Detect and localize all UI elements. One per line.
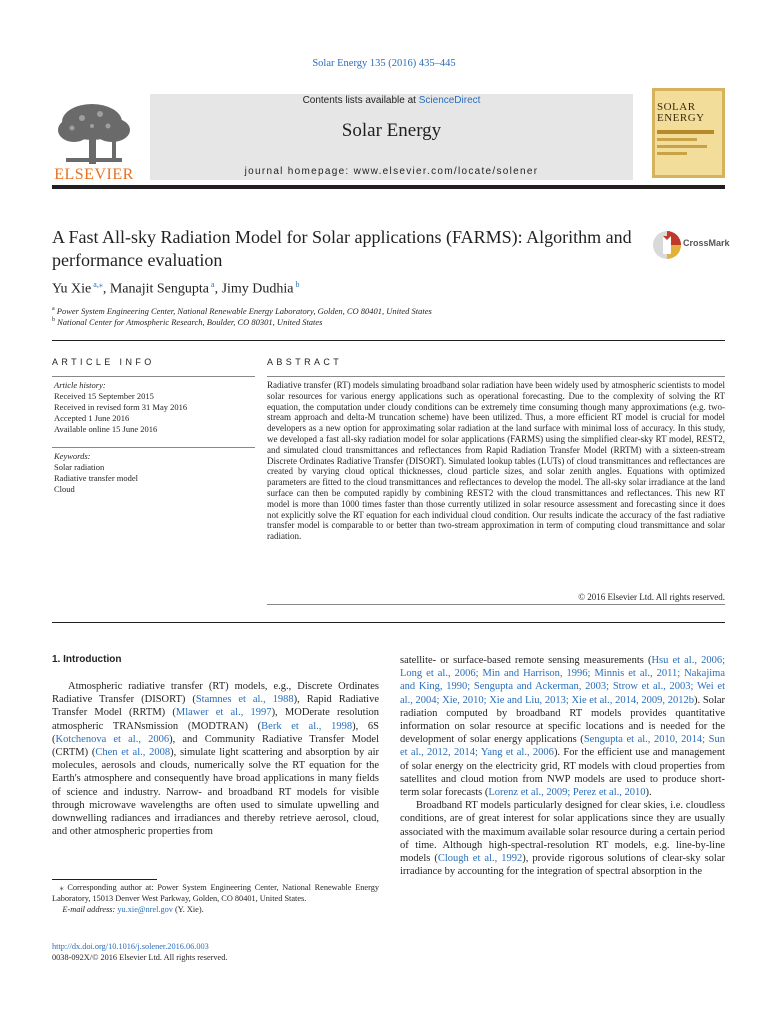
author-name: Manajit Sengupta (109, 281, 209, 297)
journal-homepage[interactable]: journal homepage: www.elsevier.com/locate/solener (244, 166, 539, 177)
body-column-left (52, 680, 379, 838)
citation-link[interactable]: Sengupta et al., 2010, 2014; Sun et al., 2012, 2014; Yang et al., 2006 (400, 734, 725, 759)
header-rule (52, 185, 725, 189)
author-affiliation-marker[interactable]: a (209, 280, 215, 289)
history-revised: Received in revised form 31 May 2016 (54, 402, 188, 412)
affiliation-b (52, 317, 323, 327)
abstract-text: Radiative transfer (RT) models simulating broadband solar radiation have been widely used by atmospheric scientists to model solar resources for various energy applications such as operational forecasting. Due to the complexity of solving the RT equation, the computation under cloudy conditions can be extremely time consuming though many approximations (e.g. two-stream approach and delta-M truncation scheme) have been utilized. Thus, a more efficient RT model is crucial for model developers as a new option for approximating solar radiation at the land surface with minimal loss of accuracy. In this study, we developed a fast all-sky radiation model for solar applications (FARMS) using the simplified clear-sky RT model, REST2, and simulated cloud transmittances and reflectances from Rapid Radiation Transfer Model (RRTM) with a sixteen-stream Discrete Ordinates Radiative Transfer (DISORT). Simulated lookup tables (LUTs) of cloud transmittances and reflectances are created by varying cloud optical thicknesses, cloud particle sizes, and solar zenith angles. Equations with optimized parameters are fitted to the cloud transmittances and reflectances to develop the model. The all-sky solar irradiance at the land surface can then be computed rapidly by combining REST2 with the cloud transmittances and reflectances. This new RT model is more than 1000 times faster than those currently utilized in solar resource assessment and forecasting since it does not explicitly solve the RT equation for each individual cloud condition. Our results indicate the accuracy of the fast radiative transfer model is comparable to or better than two-stream approximation in term of computing cloud transmittance and solar radiation. (267, 380, 725, 542)
elsevier-wordmark: ELSEVIER (54, 166, 134, 183)
divider (52, 376, 255, 377)
affiliation-b-label: b (52, 317, 55, 324)
paragraph-text: Atmospheric radiative transfer (RT) models, e.g., Discrete Ordinates Radiative Transfer (DISORT) ( (52, 681, 379, 706)
contents-prefix: Contents lists available at (302, 95, 419, 106)
citation-link[interactable]: Clough et al., 1992 (437, 853, 523, 865)
citation-link[interactable]: Kotchenova et al., 2006 (55, 733, 170, 745)
affiliation-a-label: a (52, 306, 55, 313)
history-online: Available online 15 June 2016 (54, 424, 158, 434)
author-email-link[interactable]: yu.xie@nrel.gov (117, 904, 173, 914)
cover-title: SOLAR ENERGY (657, 101, 705, 124)
divider (52, 447, 255, 448)
author-separator: , (102, 281, 110, 297)
footnote-marker: ⁎ (59, 883, 64, 892)
paragraph-text: ). (645, 787, 652, 799)
citation-link[interactable]: Stamnes et al., 1988 (195, 694, 294, 706)
author-affiliation-marker[interactable]: b (293, 280, 300, 289)
affiliation-a (52, 306, 432, 316)
issn-line: 0038-092X/© 2016 Elsevier Ltd. All rights reserved. (52, 953, 228, 962)
journal-citation-link[interactable]: Solar Energy 135 (2016) 435–445 (312, 58, 456, 69)
paragraph-text: ). Solar radiation computed by broadband RT models provides quantitative information on solar resource at specific locations and is needed for the development of solar energy applications ( (400, 694, 725, 746)
history-accepted: Accepted 1 June 2016 (54, 413, 130, 423)
divider (52, 622, 725, 623)
section-heading-introduction: 1. Introduction (52, 654, 122, 665)
author-affiliation-marker[interactable]: a,⁎ (91, 280, 103, 289)
author-name: Jimy Dudhia (221, 281, 294, 297)
paragraph-text: ), and Community Radiative Transfer Model (CRTM) ( (52, 733, 379, 759)
email-suffix: (Y. Xie). (172, 904, 204, 914)
divider (267, 604, 725, 605)
divider (52, 340, 725, 341)
divider (267, 376, 725, 377)
paragraph-text: Broadband RT models particularly designed for clear skies, i.e. cloudless conditions, are of great interest for solar applications since they are usually associated with the maximum available solar resource during a certain period of time. Although high-spectral-resolution RT models, e.g. line-by-line models ( (400, 800, 725, 865)
intro-paragraph-2 (400, 799, 725, 878)
affiliation-a-text: Power System Engineering Center, National Renewable Energy Laboratory, Golden, CO 80401, United States (56, 306, 432, 316)
footnote-rule (52, 879, 157, 880)
email-label: E-mail address: (62, 904, 116, 914)
citation-link[interactable]: Mlawer et al., 1997 (175, 707, 272, 719)
author-separator: , (214, 281, 222, 297)
sciencedirect-link[interactable]: ScienceDirect (418, 95, 481, 106)
article-title: A Fast All-sky Radiation Model for Solar applications (FARMS): Algorithm and performance evaluation (52, 227, 632, 270)
intro-paragraph-1-continued (400, 654, 725, 799)
article-info-heading: ARTICLE INFO (52, 357, 155, 367)
doi-link[interactable]: http://dx.doi.org/10.1016/j.solener.2016.06.003 (52, 942, 209, 951)
keyword-item: Solar radiation (54, 462, 105, 472)
citation-link[interactable]: Berk et al., 1998 (261, 720, 353, 732)
author-list (52, 280, 300, 298)
keyword-item: Radiative transfer model (54, 473, 139, 483)
affiliation-b-text: National Center for Atmospheric Research, Boulder, CO 80301, United States (57, 317, 323, 327)
journal-cover-image (652, 88, 725, 178)
corresponding-author-text: Corresponding author at: Power System Engineering Center, National Renewable Energy Laboratory, 15013 Denver West Parkway, Golden, CO 80401, United States. (52, 883, 380, 903)
author-name: Yu Xie (52, 281, 92, 297)
paragraph-text: ), Rapid Radiative Transfer Model (RRTM) ( (52, 694, 379, 719)
paragraph-text: ). For the efficient use and management of solar energy on the electricity grid, RT models with cloud properties from satellites and cloud motion from NWP models are used to produce short-term solar forecasts ( (400, 747, 726, 799)
citation-link[interactable]: Chen et al., 2008 (95, 747, 171, 759)
crossmark-label[interactable]: CrossMark (683, 238, 730, 248)
paragraph-text: satellite- or surface-based remote sensing measurements ( (400, 655, 652, 666)
citation-link[interactable]: Hsu et al., 2006; Long et al., 2006; Min and Harrison, 1996; Minnis et al., 2011; Nakajima and King, 1990; Sengupta and Ackerman, 2003; Strow et al., 2003; Wei et al., 2004; Xie, 2010; Xie and Liu, 2013; Xie et al., 2014, 2009, 2012b (400, 655, 725, 706)
abstract-heading: ABSTRACT (267, 357, 343, 367)
copyright-notice: © 2016 Elsevier Ltd. All rights reserved. (578, 592, 725, 602)
history-received: Received 15 September 2015 (54, 391, 154, 401)
paragraph-text: ), simulate light scattering and absorption by air molecules, aerosols and clouds, numerically solve the RT equation for the Earth's atmosphere and consequently have broad applications in many fields of science and industry. Narrow- and broadband RT models for visible through microwave wavelengths are often used to simulate upwelling and downwelling radiances and irradiances and thereby retrieve aerosol, cloud, and other atmospheric properties from (52, 747, 379, 838)
contents-line (150, 95, 633, 106)
corresponding-author-footnote (52, 883, 379, 915)
paragraph-text: ), 6S ( (52, 720, 379, 745)
journal-name: Solar Energy (341, 120, 442, 141)
intro-paragraph-1 (52, 680, 379, 838)
paragraph-text: ), provide rigorous solutions of clear-sky solar irradiance by accounting for the integration of spectral absorption in the (400, 853, 726, 878)
citation-link[interactable]: Lorenz et al., 2009; Perez et al., 2010 (488, 787, 646, 799)
history-label: Article history: (54, 380, 106, 390)
body-column-right (400, 654, 725, 878)
paragraph-text: ), MODerate resolution atmospheric TRANsmission (MODTRAN) ( (52, 707, 379, 732)
keywords-label: Keywords: (54, 451, 91, 461)
keyword-item: Cloud (54, 484, 75, 494)
